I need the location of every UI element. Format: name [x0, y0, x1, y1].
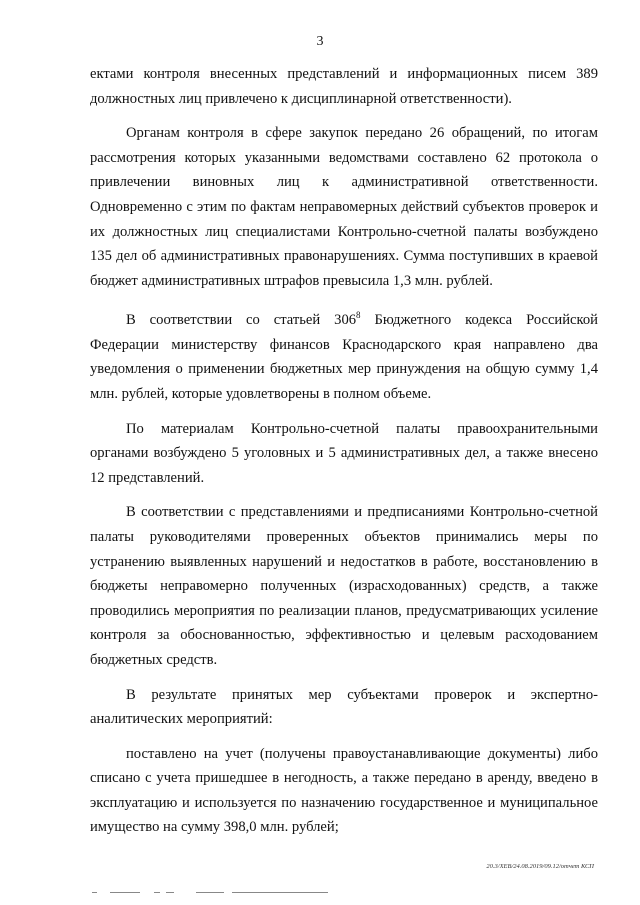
paragraph-4: По материалам Контрольно-счетной палаты правоохранительными органами возбуждено 5 уголовных и 5 административных дел, а также внесено 12 представлений. — [90, 420, 598, 486]
scan-mark — [196, 892, 224, 893]
paragraph-7: поставлено на учет (получены правоустанавливающие документы) либо списано с учета пришедшее в негодность, а также передано в аренду, введено в эксплуатацию и используется по назначению государственное и муниципальное имущество на сумму 398,0 млн. рублей; — [90, 745, 598, 836]
scan-mark — [166, 892, 174, 893]
paragraph-3-text-before: В соответствии со статьей 306 — [126, 312, 357, 329]
paragraph-5: В соответствии с представлениями и предписаниями Контрольно-счетной палаты руководителями проверенных объектов принимались меры по устранению выявленных нарушений и недостатков в работе, восстановлению в бюджеты неправомерно полученных (израсходованных) средств, а также проводились мероприятия по реализации планов, предусматривающих усиление контроля за обоснованностью, эффективностью и целевым расходованием бюджетных средств. — [90, 504, 598, 668]
scan-mark — [110, 892, 140, 893]
paragraph-6: В результате принятых мер субъектами проверок и экспертно-аналитических мероприятий: — [90, 686, 598, 728]
scan-mark — [92, 892, 97, 893]
article-superscript: 8 — [356, 310, 361, 321]
paragraph-3-text-after: Бюджетного кодекса Российской Федерации министерству финансов Краснодарского края направлено два уведомления о применении бюджетных мер принуждения на общую сумму 1,4 млн. рублей, которые удовлетворены в полном объеме. — [90, 312, 598, 402]
document-body — [90, 62, 598, 850]
paragraph-1: ектами контроля внесенных представлений и информационных писем 389 должностных лиц привлечено к дисциплинарной ответственности). — [90, 66, 598, 107]
footer-reference: 20.3/ХЕВ/24.08.2019/09.12/отчет КСП — [486, 863, 594, 870]
page-number: 3 — [316, 34, 324, 49]
paragraph-2: Органам контроля в сфере закупок передано 26 обращений, по итогам рассмотрения которых указанными ведомствами составлено 62 протокола о привлечении виновных лиц к административной ответственности. Одновременно с этим по фактам неправомерных действий субъектов проверок и их должностных лиц специалистами Контрольно-счетной палаты возбуждено 135 дел об административных правонарушениях. Сумма поступивших в краевой бюджет административных штрафов превысила 1,3 млн. рублей. — [90, 125, 598, 289]
paragraph-3 — [90, 303, 598, 406]
scan-mark — [232, 892, 328, 893]
scan-mark — [154, 892, 160, 893]
scan-artifact-marks — [92, 889, 332, 895]
